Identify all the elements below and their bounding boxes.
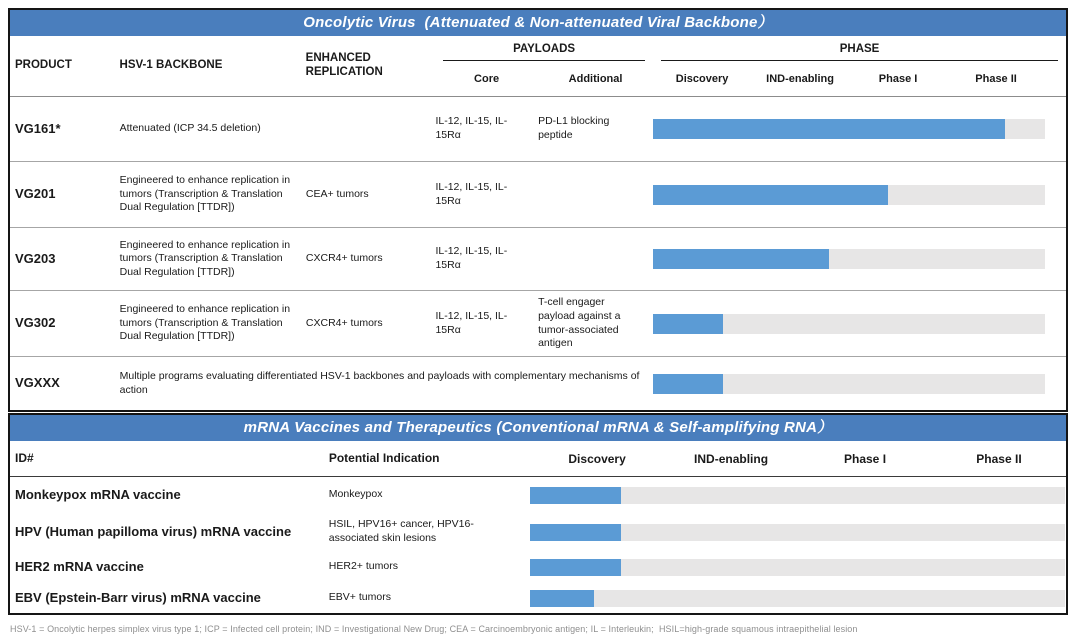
oncolytic-virus-table [8,8,1068,412]
column-group-phase [653,36,1066,96]
product-name: VG161* [15,120,61,136]
progress-track [530,524,1065,541]
progress-bar [653,314,724,334]
phase-label-ind-enabling: IND-enabling [694,451,769,466]
progress-bar [653,119,1006,139]
progress-track [653,249,1045,269]
column-header-payloads: PAYLOADS [443,36,645,61]
phase-cell [653,119,1066,139]
progress-bar [530,559,621,576]
program-description-cell: Multiple programs evaluating differentiated HSV-1 backbones and payloads with complementary mechanisms of action [119,369,640,396]
progress-bar [530,487,621,504]
column-header-id: ID# [15,451,34,466]
indication-cell: EBV+ tumors [328,591,391,604]
product-name: VGXXX [15,375,60,391]
mrna-header-row [10,441,1066,477]
vaccine-id: EBV (Epstein-Barr virus) mRNA vaccine [15,589,261,605]
progress-track [530,487,1065,504]
progress-track [530,559,1065,576]
phase-label-phase-2: Phase II [975,72,1017,85]
backbone-cell: Engineered to enhance replication in tumors (Transcription & Translation Dual Regulation [TTDR]) [119,303,291,343]
phase-cell [530,559,1066,576]
mrna-row-her2 [10,551,1066,583]
product-name: VG203 [15,250,56,266]
additional-payload-cell: PD-L1 blocking peptide [538,115,610,141]
column-header-core: Core [474,72,500,85]
phase-cell [653,249,1066,269]
indication-cell: HSIL, HPV16+ cancer, HPV16-associated skin lesions [328,518,474,544]
progress-track [653,119,1045,139]
oncolytic-header-row [10,36,1066,97]
column-header-backbone: HSV-1 BACKBONE [119,59,223,72]
column-header-enhanced-replication: ENHANCED REPLICATION [305,52,383,78]
backbone-cell: Engineered to enhance replication in tumors (Transcription & Translation Dual Regulation [TTDR]) [119,238,291,278]
column-group-payloads [435,36,653,96]
payloads-subheaders [435,61,653,96]
enhanced-replication-cell: CXCR4+ tumors [305,252,383,265]
phase-label-ind-enabling: IND-enabling [766,72,834,85]
progress-bar [653,374,724,394]
vaccine-id: Monkeypox mRNA vaccine [15,486,181,502]
phase-cell [530,487,1066,504]
enhanced-replication-cell: CXCR4+ tumors [305,316,383,329]
mrna-row-hpv [10,513,1066,551]
phase-label-discovery: Discovery [675,72,729,85]
product-name: VG201 [15,186,56,202]
core-payload-cell: IL-12, IL-15, IL-15Rα [435,115,508,141]
vaccine-id: HPV (Human papilloma virus) mRNA vaccine [15,523,292,539]
indication-cell: Monkeypox [328,488,383,501]
phase-cell [530,590,1066,607]
phase-cell [530,524,1066,541]
additional-payload-cell: T-cell engager payload against a tumor-associated antigen [538,296,621,350]
phase-label-discovery: Discovery [568,451,626,466]
progress-track [530,590,1065,607]
core-payload-cell: IL-12, IL-15, IL-15Rα [435,180,508,207]
mrna-row-ebv [10,583,1066,613]
progress-bar [530,524,621,541]
phase-label-phase-1: Phase I [844,451,887,466]
column-header-additional: Additional [568,72,623,85]
pipeline-row-vg302 [10,290,1066,356]
progress-bar [653,249,829,269]
vaccine-id: HER2 mRNA vaccine [15,558,144,574]
backbone-cell: Attenuated (ICP 34.5 deletion) [119,122,261,135]
progress-bar [530,590,594,607]
progress-bar [653,185,888,205]
section-title-oncolytic: Oncolytic Virus (Attenuated & Non-attenuated Viral Backbone） [10,10,1066,36]
backbone-cell: Engineered to enhance replication in tumors (Transcription & Translation Dual Regulation [TTDR]) [119,174,291,214]
column-header-potential-indication: Potential Indication [328,451,440,466]
phase-cell [653,185,1066,205]
phase-cell [653,314,1066,334]
progress-track [653,314,1045,334]
mrna-vaccines-table [8,413,1068,615]
core-payload-cell: IL-12, IL-15, IL-15Rα [435,245,508,271]
column-header-phase: PHASE [661,36,1058,61]
mrna-row-monkeypox [10,477,1066,513]
enhanced-replication-cell: CEA+ tumors [305,187,369,200]
pipeline-row-vgxxx [10,356,1066,410]
indication-cell: HER2+ tumors [328,560,398,573]
section-title-mrna: mRNA Vaccines and Therapeutics (Conventional mRNA & Self-amplifying RNA） [10,415,1066,441]
pipeline-row-vg161 [10,97,1066,161]
progress-track [653,374,1045,394]
product-name: VG302 [15,315,56,331]
mrna-phase-subheaders [530,452,1066,466]
column-header-product: PRODUCT [15,59,72,72]
core-payload-cell: IL-12, IL-15, IL-15Rα [435,309,508,336]
pipeline-row-vg201 [10,161,1066,227]
phase-subheaders [653,61,1066,96]
pipeline-row-vg203 [10,227,1066,290]
phase-label-phase-1: Phase I [878,72,918,85]
abbreviations-footnote: HSV-1 = Oncolytic herpes simplex virus type 1; ICP = Infected cell protein; IND = Investigational New Drug; CEA = Carcinoembryonic antigen; IL = Interleukin; HSIL=high-grade squamous intraepithelial lesion [10,624,858,634]
phase-cell [653,374,1066,394]
progress-track [653,185,1045,205]
phase-label-phase-2: Phase II [976,451,1022,466]
